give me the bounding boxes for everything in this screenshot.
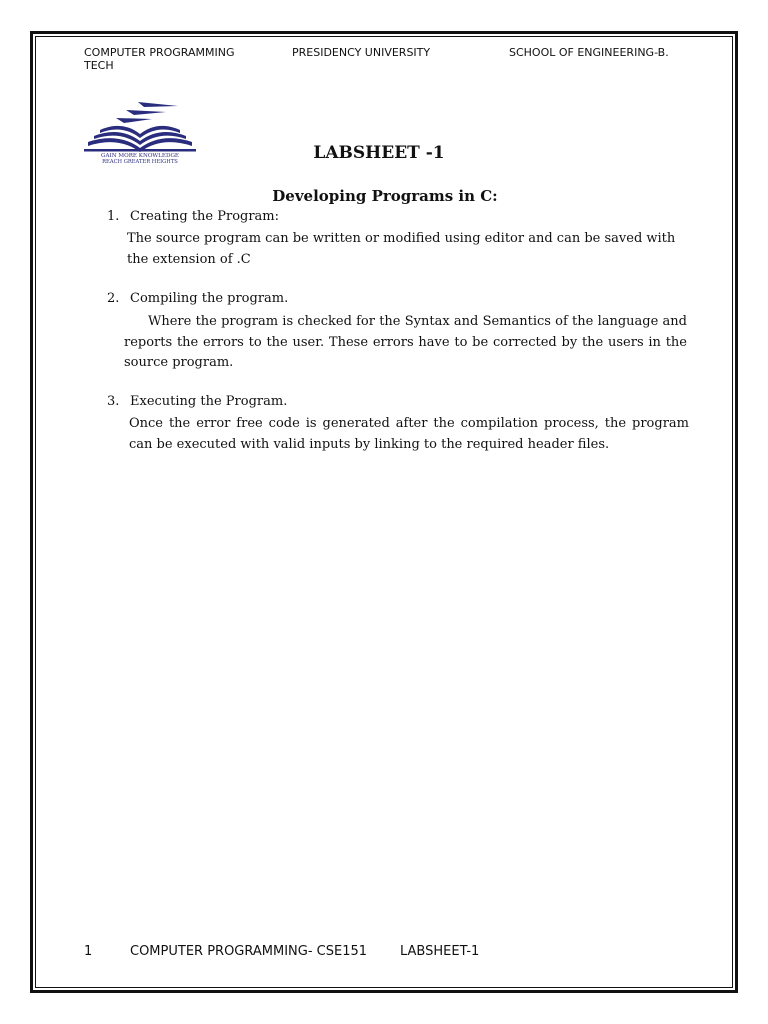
header-right: SCHOOL OF ENGINEERING-B. bbox=[509, 46, 669, 59]
item-1-heading: Creating the Program: bbox=[130, 209, 280, 224]
section-subtitle: Developing Programs in C: bbox=[272, 187, 498, 205]
header-left-line1: COMPUTER PROGRAMMING bbox=[84, 46, 235, 59]
item-2-number: 2. bbox=[107, 291, 120, 306]
item-3-heading: Executing the Program. bbox=[130, 394, 288, 409]
item-1-number: 1. bbox=[107, 209, 120, 224]
item-2-heading: Compiling the program. bbox=[130, 291, 289, 306]
item-3-text: Once the error free code is generated after the compilation process, the program can be executed with valid inputs by linking to the required header files. bbox=[129, 416, 689, 452]
footer-page-number: 1 bbox=[84, 944, 93, 959]
header-left bbox=[84, 46, 284, 72]
logo-text-line2: REACH GREATER HEIGHTS bbox=[102, 159, 178, 164]
footer-course: COMPUTER PROGRAMMING- CSE151 bbox=[130, 944, 368, 959]
item-1-text: The source program can be written or modified using editor and can be saved with the extension of .C bbox=[127, 231, 676, 267]
item-3-number: 3. bbox=[107, 394, 120, 409]
header-left-line2: TECH bbox=[84, 59, 114, 72]
footer-sheet: LABSHEET-1 bbox=[400, 944, 480, 959]
header-middle: PRESIDENCY UNIVERSITY bbox=[292, 46, 431, 59]
page-border-inner bbox=[35, 36, 733, 988]
logo-text-line1: GAIN MORE KNOWLEDGE bbox=[100, 153, 180, 159]
item-2-text: Where the program is checked for the Syntax and Semantics of the language and reports the errors to the user. These errors have to be corrected by the users in the source program. bbox=[124, 314, 687, 370]
page-title: LABSHEET -1 bbox=[313, 143, 445, 163]
